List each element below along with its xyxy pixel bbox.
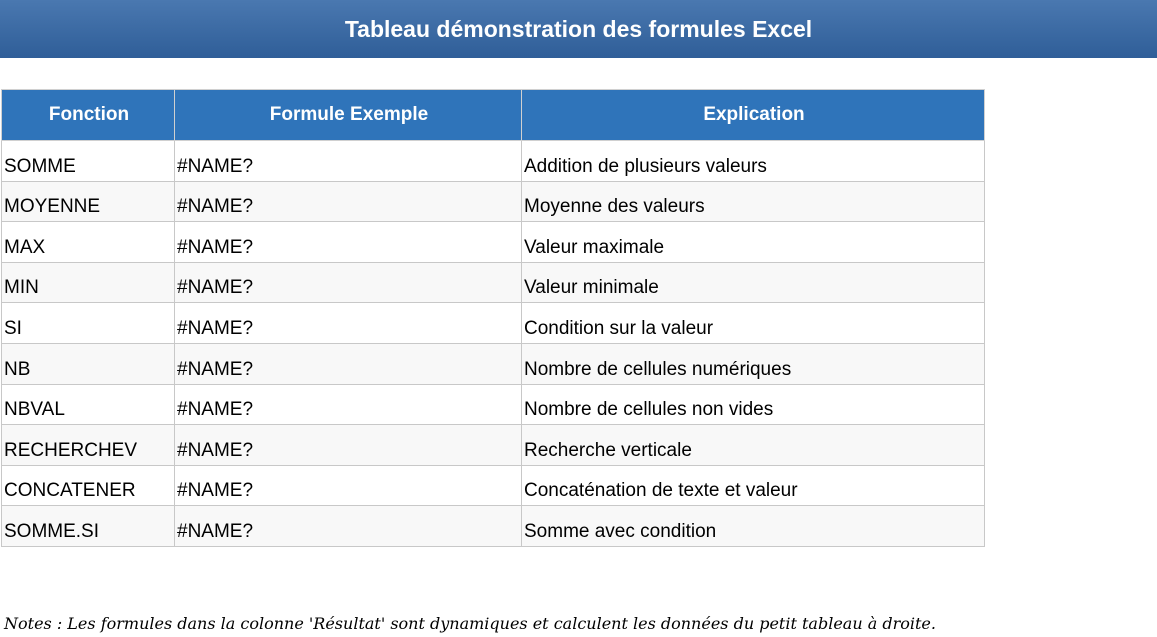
cell-formule[interactable]: #NAME? [175,222,522,263]
table-row [2,181,985,222]
cell-explication[interactable]: Valeur minimale [522,262,985,303]
cell-fonction[interactable]: MOYENNE [2,181,175,222]
cell-fonction[interactable]: NBVAL [2,384,175,425]
notes-text[interactable]: Notes : Les formules dans la colonne 'Résultat' sont dynamiques et calculent les données du petit tableau à droite. [4,614,936,633]
cell-formule[interactable]: #NAME? [175,303,522,344]
cell-formule[interactable]: #NAME? [175,384,522,425]
cell-explication[interactable]: Concaténation de texte et valeur [522,465,985,506]
sheet-title: Tableau démonstration des formules Excel [344,15,813,42]
table-row [2,262,985,303]
cell-fonction[interactable]: MIN [2,262,175,303]
cell-fonction[interactable]: MAX [2,222,175,263]
header-fonction[interactable]: Fonction [2,90,175,141]
cell-formule[interactable]: #NAME? [175,262,522,303]
table-row [2,343,985,384]
cell-fonction[interactable]: SOMME.SI [2,506,175,547]
cell-formule[interactable]: #NAME? [175,425,522,466]
table-row [2,425,985,466]
cell-explication[interactable]: Somme avec condition [522,506,985,547]
cell-explication[interactable]: Nombre de cellules numériques [522,343,985,384]
cell-explication[interactable]: Moyenne des valeurs [522,181,985,222]
table-row [2,506,985,547]
cell-explication[interactable]: Valeur maximale [522,222,985,263]
cell-explication[interactable]: Addition de plusieurs valeurs [522,141,985,182]
cell-explication[interactable]: Recherche verticale [522,425,985,466]
cell-formule[interactable]: #NAME? [175,506,522,547]
cell-explication[interactable]: Condition sur la valeur [522,303,985,344]
header-explication[interactable]: Explication [522,90,985,141]
cell-fonction[interactable]: SOMME [2,141,175,182]
table-header-row [2,90,985,141]
table-row [2,384,985,425]
formulas-table [1,89,985,547]
table-row [2,222,985,263]
cell-formule[interactable]: #NAME? [175,181,522,222]
cell-fonction[interactable]: SI [2,303,175,344]
cell-formule[interactable]: #NAME? [175,141,522,182]
header-formule-exemple[interactable]: Formule Exemple [175,90,522,141]
table-row [2,303,985,344]
cell-formule[interactable]: #NAME? [175,343,522,384]
cell-fonction[interactable]: CONCATENER [2,465,175,506]
table-row [2,141,985,182]
cell-fonction[interactable]: RECHERCHEV [2,425,175,466]
sheet-title-banner[interactable] [0,0,1157,58]
cell-formule[interactable]: #NAME? [175,465,522,506]
table-row [2,465,985,506]
cell-explication[interactable]: Nombre de cellules non vides [522,384,985,425]
cell-fonction[interactable]: NB [2,343,175,384]
